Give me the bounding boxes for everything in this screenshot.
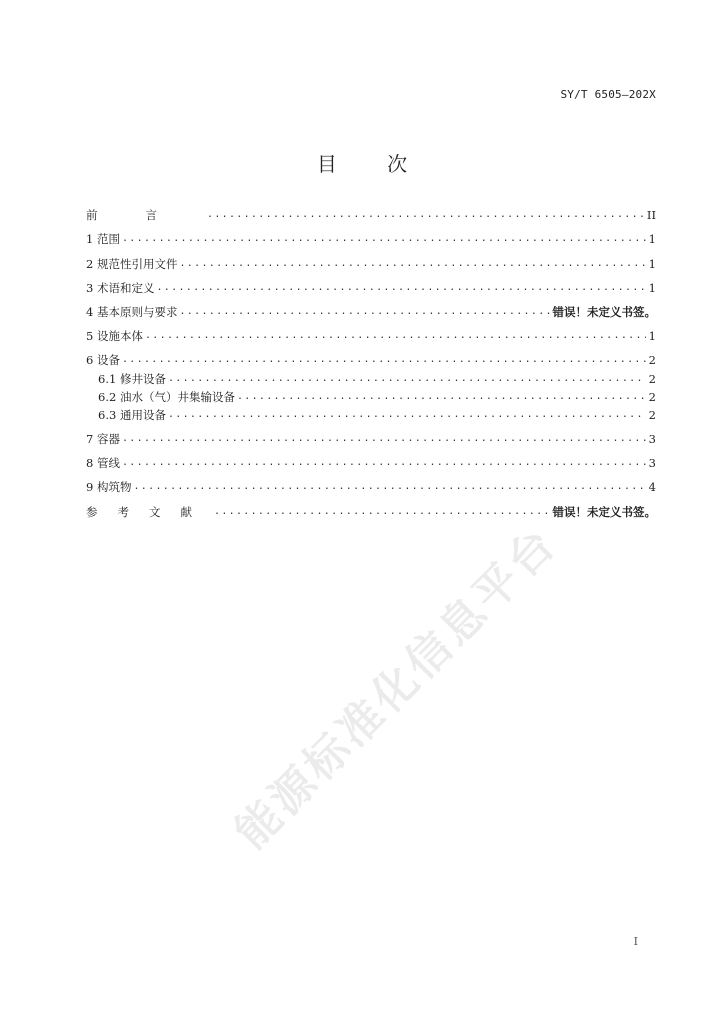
page-title [0,148,724,177]
toc-entry-principles[interactable] [86,295,656,319]
toc-page: 3 [648,456,656,471]
toc-leader-dots [168,408,646,422]
toc-entry-facility[interactable] [86,319,656,343]
toc-label: 5 设施本体 [86,329,143,344]
toc-leader-dots [179,257,646,271]
toc-entry-gathering-equipment[interactable] [86,386,656,404]
toc-leader-dots [179,305,550,319]
toc-label: 1 范围 [86,232,120,247]
toc-entry-normative-references[interactable] [86,246,656,270]
table-of-contents [86,198,656,519]
toc-leader-dots [122,456,646,470]
toc-leader-dots [237,390,646,404]
standard-code: SY/T 6505—202X [560,88,656,101]
toc-label: 7 容器 [86,432,120,447]
toc-page: 2 [648,389,656,404]
title-char-2: 次 [387,152,408,176]
toc-page: 1 [648,280,656,295]
toc-leader-dots [133,480,646,494]
toc-entry-structures[interactable] [86,470,656,494]
toc-page: 2 [648,407,656,422]
toc-leader-dots [168,372,646,386]
toc-leader-dots [122,232,646,246]
toc-page: 4 [648,480,656,495]
toc-entry-workover-equipment[interactable] [86,367,656,385]
toc-label: 前言 [86,208,205,223]
toc-leader-dots [122,353,646,367]
toc-label: 8 管线 [86,456,120,471]
toc-leader-dots [122,432,646,446]
toc-entry-equipment[interactable] [86,343,656,367]
toc-label: 3 术语和定义 [86,280,155,295]
toc-page: 2 [648,353,656,368]
toc-page: 2 [648,371,656,386]
toc-entry-bibliography[interactable] [86,494,656,518]
toc-entry-foreword[interactable] [86,198,656,222]
toc-leader-dots [156,281,646,295]
toc-page-error: 错误！未定义书签。 [552,304,656,319]
toc-label: 6.3 通用设备 [98,407,166,422]
toc-page: II [646,208,656,223]
toc-leader-dots [145,329,646,343]
toc-label: 2 规范性引用文件 [86,256,178,271]
toc-label: 9 构筑物 [86,480,132,495]
toc-page: 1 [648,329,656,344]
watermark: 能源标准化信息平台 [225,517,568,859]
toc-label: 6.2 油水（气）井集输设备 [98,389,235,404]
toc-entry-scope[interactable] [86,222,656,246]
toc-page-error: 错误！未定义书签。 [552,504,656,519]
toc-entry-pipelines[interactable] [86,446,656,470]
toc-leader-dots [207,208,645,222]
toc-page: 1 [648,232,656,247]
toc-entry-vessels[interactable] [86,422,656,446]
toc-label: 6.1 修井设备 [98,371,166,386]
title-char-1: 目 [316,152,337,176]
toc-page: 3 [648,432,656,447]
toc-label: 6 设备 [86,353,120,368]
toc-entry-general-equipment[interactable] [86,404,656,422]
toc-label: 参考文献 [86,504,212,519]
toc-entry-terms[interactable] [86,271,656,295]
page-number: I [633,935,638,948]
toc-label: 4 基本原则与要求 [86,304,178,319]
toc-page: 1 [648,256,656,271]
toc-leader-dots [214,505,551,519]
